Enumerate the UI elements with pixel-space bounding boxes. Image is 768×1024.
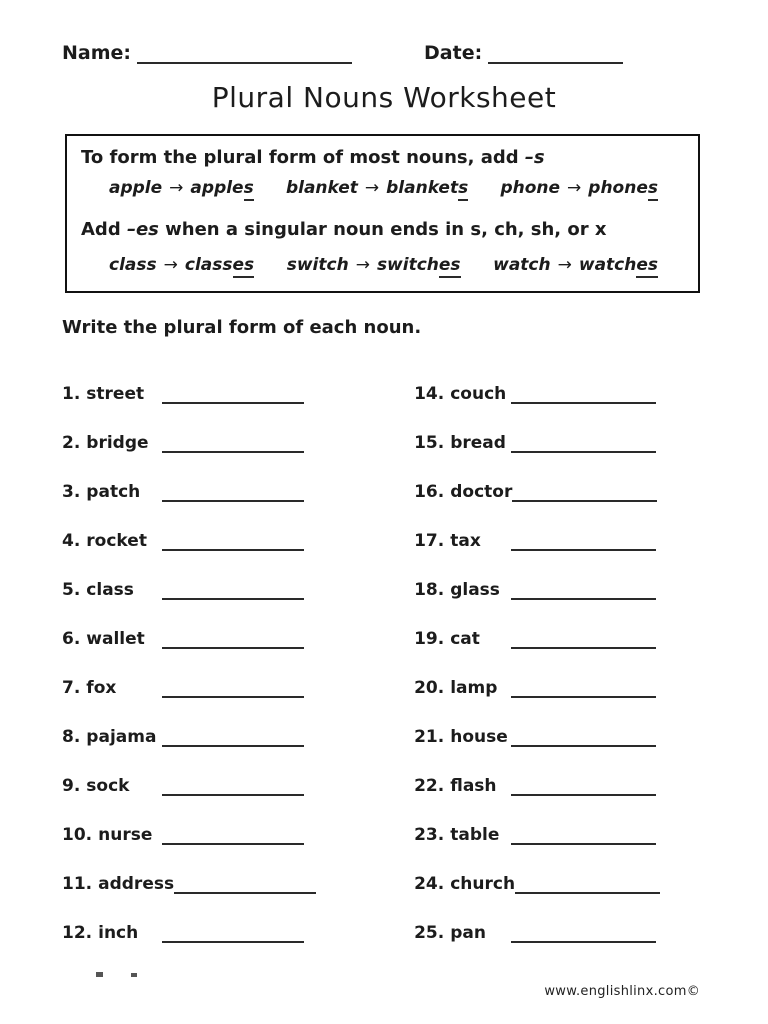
example-plural-ending: es [439, 255, 461, 278]
rule-2-text [81, 219, 658, 240]
example-phone [500, 178, 658, 198]
rule-1-examples [109, 178, 658, 198]
example-singular: watch [493, 255, 551, 275]
example-singular: phone [500, 178, 561, 198]
arrow-right-icon: → [567, 178, 582, 198]
example-plural-stem: watch [578, 255, 637, 275]
clipped-text-fragment [96, 972, 103, 977]
item-number: 19. [414, 629, 445, 649]
answer-blank-line [162, 386, 304, 404]
answer-blank-line [162, 435, 304, 453]
item-number: 1. [62, 384, 81, 404]
item-word: class [86, 580, 134, 600]
item-word: table [450, 825, 500, 845]
answer-blank-line [162, 925, 304, 943]
example-apple [109, 178, 254, 198]
list-column-left [62, 384, 316, 972]
item-number: 24. [414, 874, 445, 894]
answer-blank-line [511, 533, 656, 551]
item-word: sock [86, 776, 130, 796]
rule-2-ending: –es [126, 219, 159, 240]
item-word: couch [450, 384, 507, 404]
example-singular: apple [109, 178, 163, 198]
list-item [62, 384, 316, 404]
example-plural-ending: s [458, 178, 468, 201]
example-blanket [286, 178, 468, 198]
item-number: 15. [414, 433, 445, 453]
arrow-right-icon: → [163, 255, 178, 275]
answer-blank-line [162, 729, 304, 747]
answer-blank-line [511, 680, 656, 698]
page-title: Plural Nouns Worksheet [211, 81, 557, 114]
list-item [414, 776, 660, 796]
item-number: 18. [414, 580, 445, 600]
list-item [62, 482, 316, 502]
item-word: fox [86, 678, 117, 698]
example-plural-stem: phone [588, 178, 648, 198]
item-word: lamp [450, 678, 498, 698]
item-number: 2. [62, 433, 81, 453]
list-item [414, 482, 660, 502]
list-item [414, 825, 660, 845]
item-number: 16. [414, 482, 445, 502]
rule-2-middle: when a singular noun ends in [158, 219, 471, 240]
item-word: flash [450, 776, 497, 796]
item-number: 9. [62, 776, 81, 796]
item-number: 25. [414, 923, 445, 943]
answer-blank-line [162, 778, 304, 796]
list-item [414, 433, 660, 453]
answer-blank-line [162, 582, 304, 600]
arrow-right-icon: → [355, 255, 370, 275]
item-number: 4. [62, 531, 81, 551]
answer-blank-line [174, 876, 316, 894]
answer-blank-line [511, 386, 656, 404]
rule-1-text [81, 147, 658, 168]
name-label: Name: [62, 42, 132, 64]
example-singular: class [109, 255, 157, 275]
item-word: bread [450, 433, 506, 453]
example-watch [493, 255, 658, 275]
answer-blank-line [511, 435, 656, 453]
item-number: 21. [414, 727, 445, 747]
arrow-right-icon: → [169, 178, 184, 198]
answer-blank-line [511, 729, 656, 747]
item-number: 14. [414, 384, 445, 404]
header [62, 42, 706, 64]
example-plural-stem: class [184, 255, 233, 275]
list-item [414, 874, 660, 894]
item-word: cat [450, 629, 480, 649]
list-item [414, 923, 660, 943]
item-word: rocket [86, 531, 147, 551]
list-item [414, 531, 660, 551]
list-item [62, 629, 316, 649]
item-number: 22. [414, 776, 445, 796]
answer-blank-line [511, 827, 656, 845]
item-word: house [450, 727, 508, 747]
rules-box [65, 134, 700, 293]
name-blank-line [137, 44, 352, 64]
item-word: glass [450, 580, 500, 600]
item-number: 5. [62, 580, 81, 600]
rule-2-examples [109, 255, 658, 275]
item-number: 11. [62, 874, 93, 894]
answer-blank-line [162, 533, 304, 551]
answer-blank-line [511, 631, 656, 649]
answer-blank-line [162, 680, 304, 698]
example-singular: switch [286, 255, 349, 275]
list-item [414, 678, 660, 698]
list-item [62, 923, 316, 943]
list-item [62, 580, 316, 600]
rule-2-prefix: Add [81, 219, 127, 240]
example-plural-stem: switch [376, 255, 439, 275]
list-item [414, 580, 660, 600]
item-number: 17. [414, 531, 445, 551]
list-item [414, 384, 660, 404]
item-number: 7. [62, 678, 81, 698]
item-word: church [450, 874, 516, 894]
example-switch [287, 255, 461, 275]
list-item [62, 825, 316, 845]
answer-blank-line [511, 778, 656, 796]
item-number: 23. [414, 825, 445, 845]
item-number: 8. [62, 727, 81, 747]
answer-blank-line [512, 484, 657, 502]
item-word: inch [98, 923, 139, 943]
date-group [424, 42, 623, 64]
item-word: pajama [86, 727, 157, 747]
list-item [62, 874, 316, 894]
item-word: pan [450, 923, 486, 943]
item-number: 3. [62, 482, 81, 502]
item-word: bridge [86, 433, 149, 453]
item-number: 6. [62, 629, 81, 649]
item-word: patch [86, 482, 141, 502]
example-plural-stem: apple [190, 178, 244, 198]
arrow-right-icon: → [557, 255, 572, 275]
rule-1-suffix: –s [524, 147, 545, 168]
item-number: 10. [62, 825, 93, 845]
answer-blank-line [511, 925, 656, 943]
example-plural-ending: es [636, 255, 658, 278]
rule-2-letters: s, ch, sh, or x [470, 219, 607, 240]
footer-watermark: www.englishlinx.com© [544, 984, 700, 999]
example-plural-ending: es [233, 255, 255, 278]
list-item [62, 727, 316, 747]
arrow-right-icon: → [364, 178, 380, 198]
clipped-text-fragment [131, 973, 137, 977]
item-number: 12. [62, 923, 93, 943]
list-item [414, 727, 660, 747]
list-item [62, 531, 316, 551]
list-item [62, 433, 316, 453]
item-word: nurse [98, 825, 153, 845]
list-item [414, 629, 660, 649]
answer-blank-line [515, 876, 660, 894]
item-number: 20. [414, 678, 445, 698]
list-item [62, 678, 316, 698]
instruction-text: Write the plural form of each noun. [62, 317, 422, 338]
date-blank-line [488, 44, 623, 64]
rule-1-prefix: To form the plural form of most nouns, add [81, 147, 525, 168]
date-label: Date: [424, 42, 483, 64]
example-singular: blanket [285, 178, 358, 198]
item-word: street [86, 384, 145, 404]
item-word: wallet [86, 629, 145, 649]
noun-list [62, 384, 768, 972]
answer-blank-line [162, 631, 304, 649]
example-plural-ending: s [648, 178, 658, 201]
example-class [109, 255, 254, 275]
list-column-right [414, 384, 660, 972]
example-plural-ending: s [244, 178, 254, 201]
answer-blank-line [162, 484, 304, 502]
item-word: address [98, 874, 175, 894]
item-word: doctor [450, 482, 513, 502]
item-word: tax [450, 531, 481, 551]
answer-blank-line [511, 582, 656, 600]
answer-blank-line [162, 827, 304, 845]
example-plural-stem: blanket [386, 178, 459, 198]
list-item [62, 776, 316, 796]
